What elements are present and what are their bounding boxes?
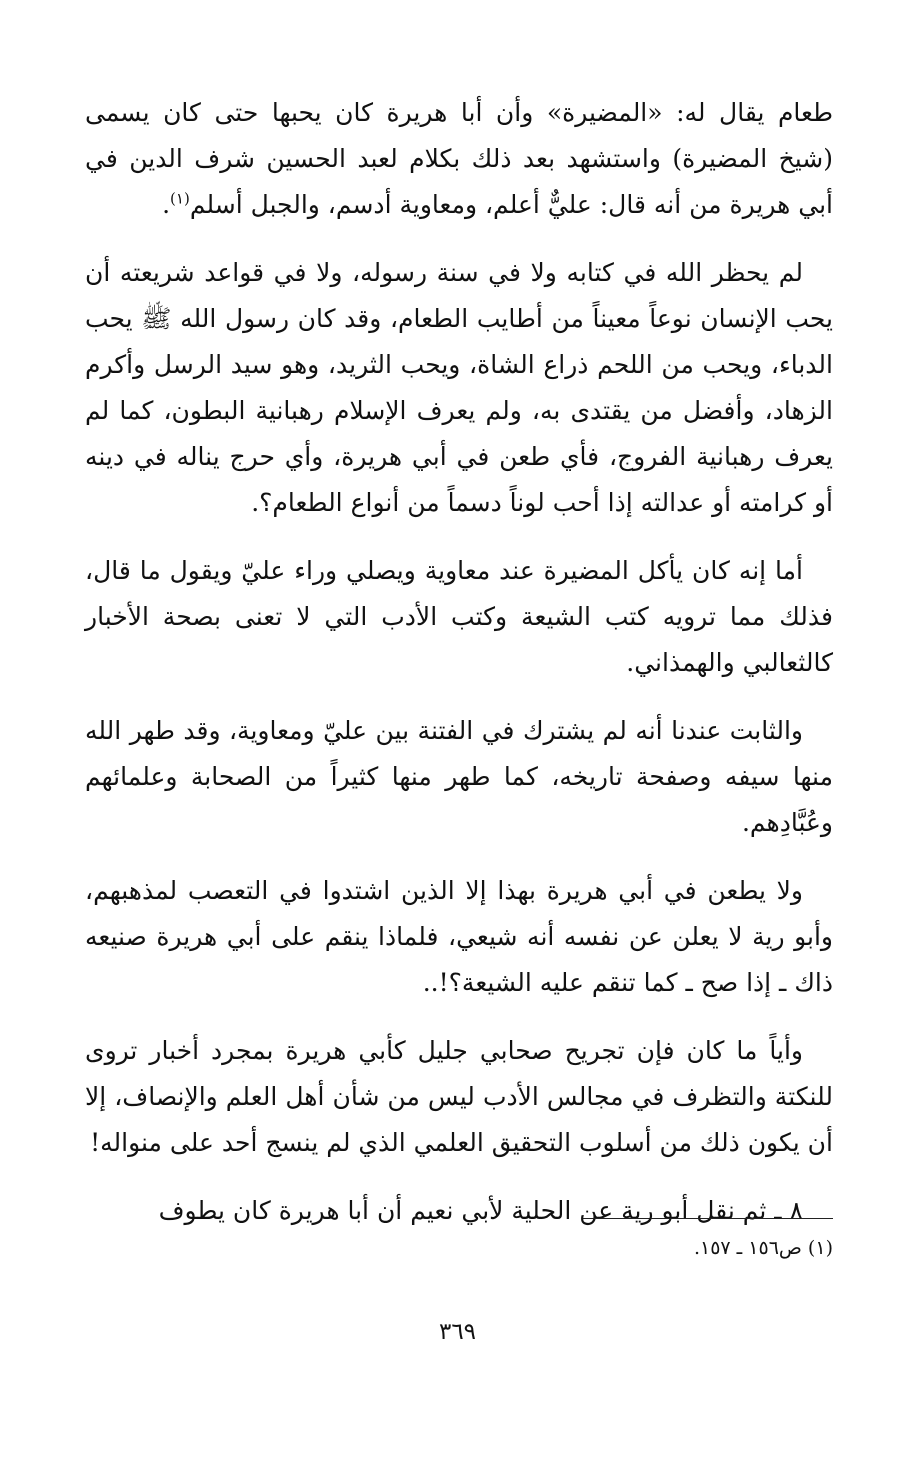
page-number: ٣٦٩ [438,1319,477,1345]
paragraph-4: والثابت عندنا أنه لم يشترك في الفتنة بين عليّ ومعاوية، وقد طهر الله منها سيفه وصفحة تاريخه، كما طهر منها كثيراً من الصحابة وعلمائهم وعُبَّادِهم. [85,716,833,837]
paragraph-1-text: طعام يقال له: «المضيرة» وأن أبا هريرة كان يحبها حتى كان يسمى (شيخ المضيرة) واستشهد بعد ذلك بكلام لعبد الحسين شرف الدين في أبي هريرة من أنه قال: عليٌّ أعلم، ومعاوية أدسم، والجبل أسلم [85,98,833,219]
footnote: (١) ص١٥٦ ـ ١٥٧. [693,1237,833,1259]
body-text [85,90,833,1234]
paragraph-1-end: . [162,190,171,219]
footnote-divider [583,1218,833,1219]
paragraph-1 [85,90,833,228]
paragraph-7: ٨ ـ ثم نقل أبو رية عن الحلية لأبي نعيم أن أبا هريرة كان يطوف [158,1196,803,1225]
paragraph-5: ولا يطعن في أبي هريرة بهذا إلا الذين اشتدوا في التعصب لمذهبهم، وأبو رية لا يعلن عن نفسه أنه شيعي، فلماذا ينقم على أبي هريرة صنيعه ذاك ـ إذا صح ـ كما تنقم عليه الشيعة؟!.. [85,876,833,997]
footnote-reference: (١) [170,189,190,208]
paragraph-2: لم يحظر الله في كتابه ولا في سنة رسوله، ولا في قواعد شريعته أن يحب الإنسان نوعاً معيناً من أطايب الطعام، وقد كان رسول الله ﷺ يحب الدباء، ويحب من اللحم ذراع الشاة، ويحب الثريد، وهو سيد الرسل وأكرم الزهاد، وأفضل من يقتدى به، ولم يعرف الإسلام رهبانية البطون، كما لم يعرف رهبانية الفروج، فأي طعن في أبي هريرة، وأي حرج يناله في دينه أو كرامته أو عدالته إذا أحب لوناً دسماً من أنواع الطعام؟. [85,258,833,517]
paragraph-6: وأياً ما كان فإن تجريح صحابي جليل كأبي هريرة بمجرد أخبار تروى للنكتة والتظرف في مجالس الأدب ليس من شأن أهل العلم والإنصاف، إلا أن يكون ذلك من أسلوب التحقيق العلمي الذي لم ينسج أحد على منواله! [85,1036,833,1157]
paragraph-3: أما إنه كان يأكل المضيرة عند معاوية ويصلي وراء عليّ ويقول ما قال، فذلك مما ترويه كتب الشيعة وكتب الأدب التي لا تعنى بصحة الأخبار كالثعالبي والهمذاني. [85,556,833,677]
